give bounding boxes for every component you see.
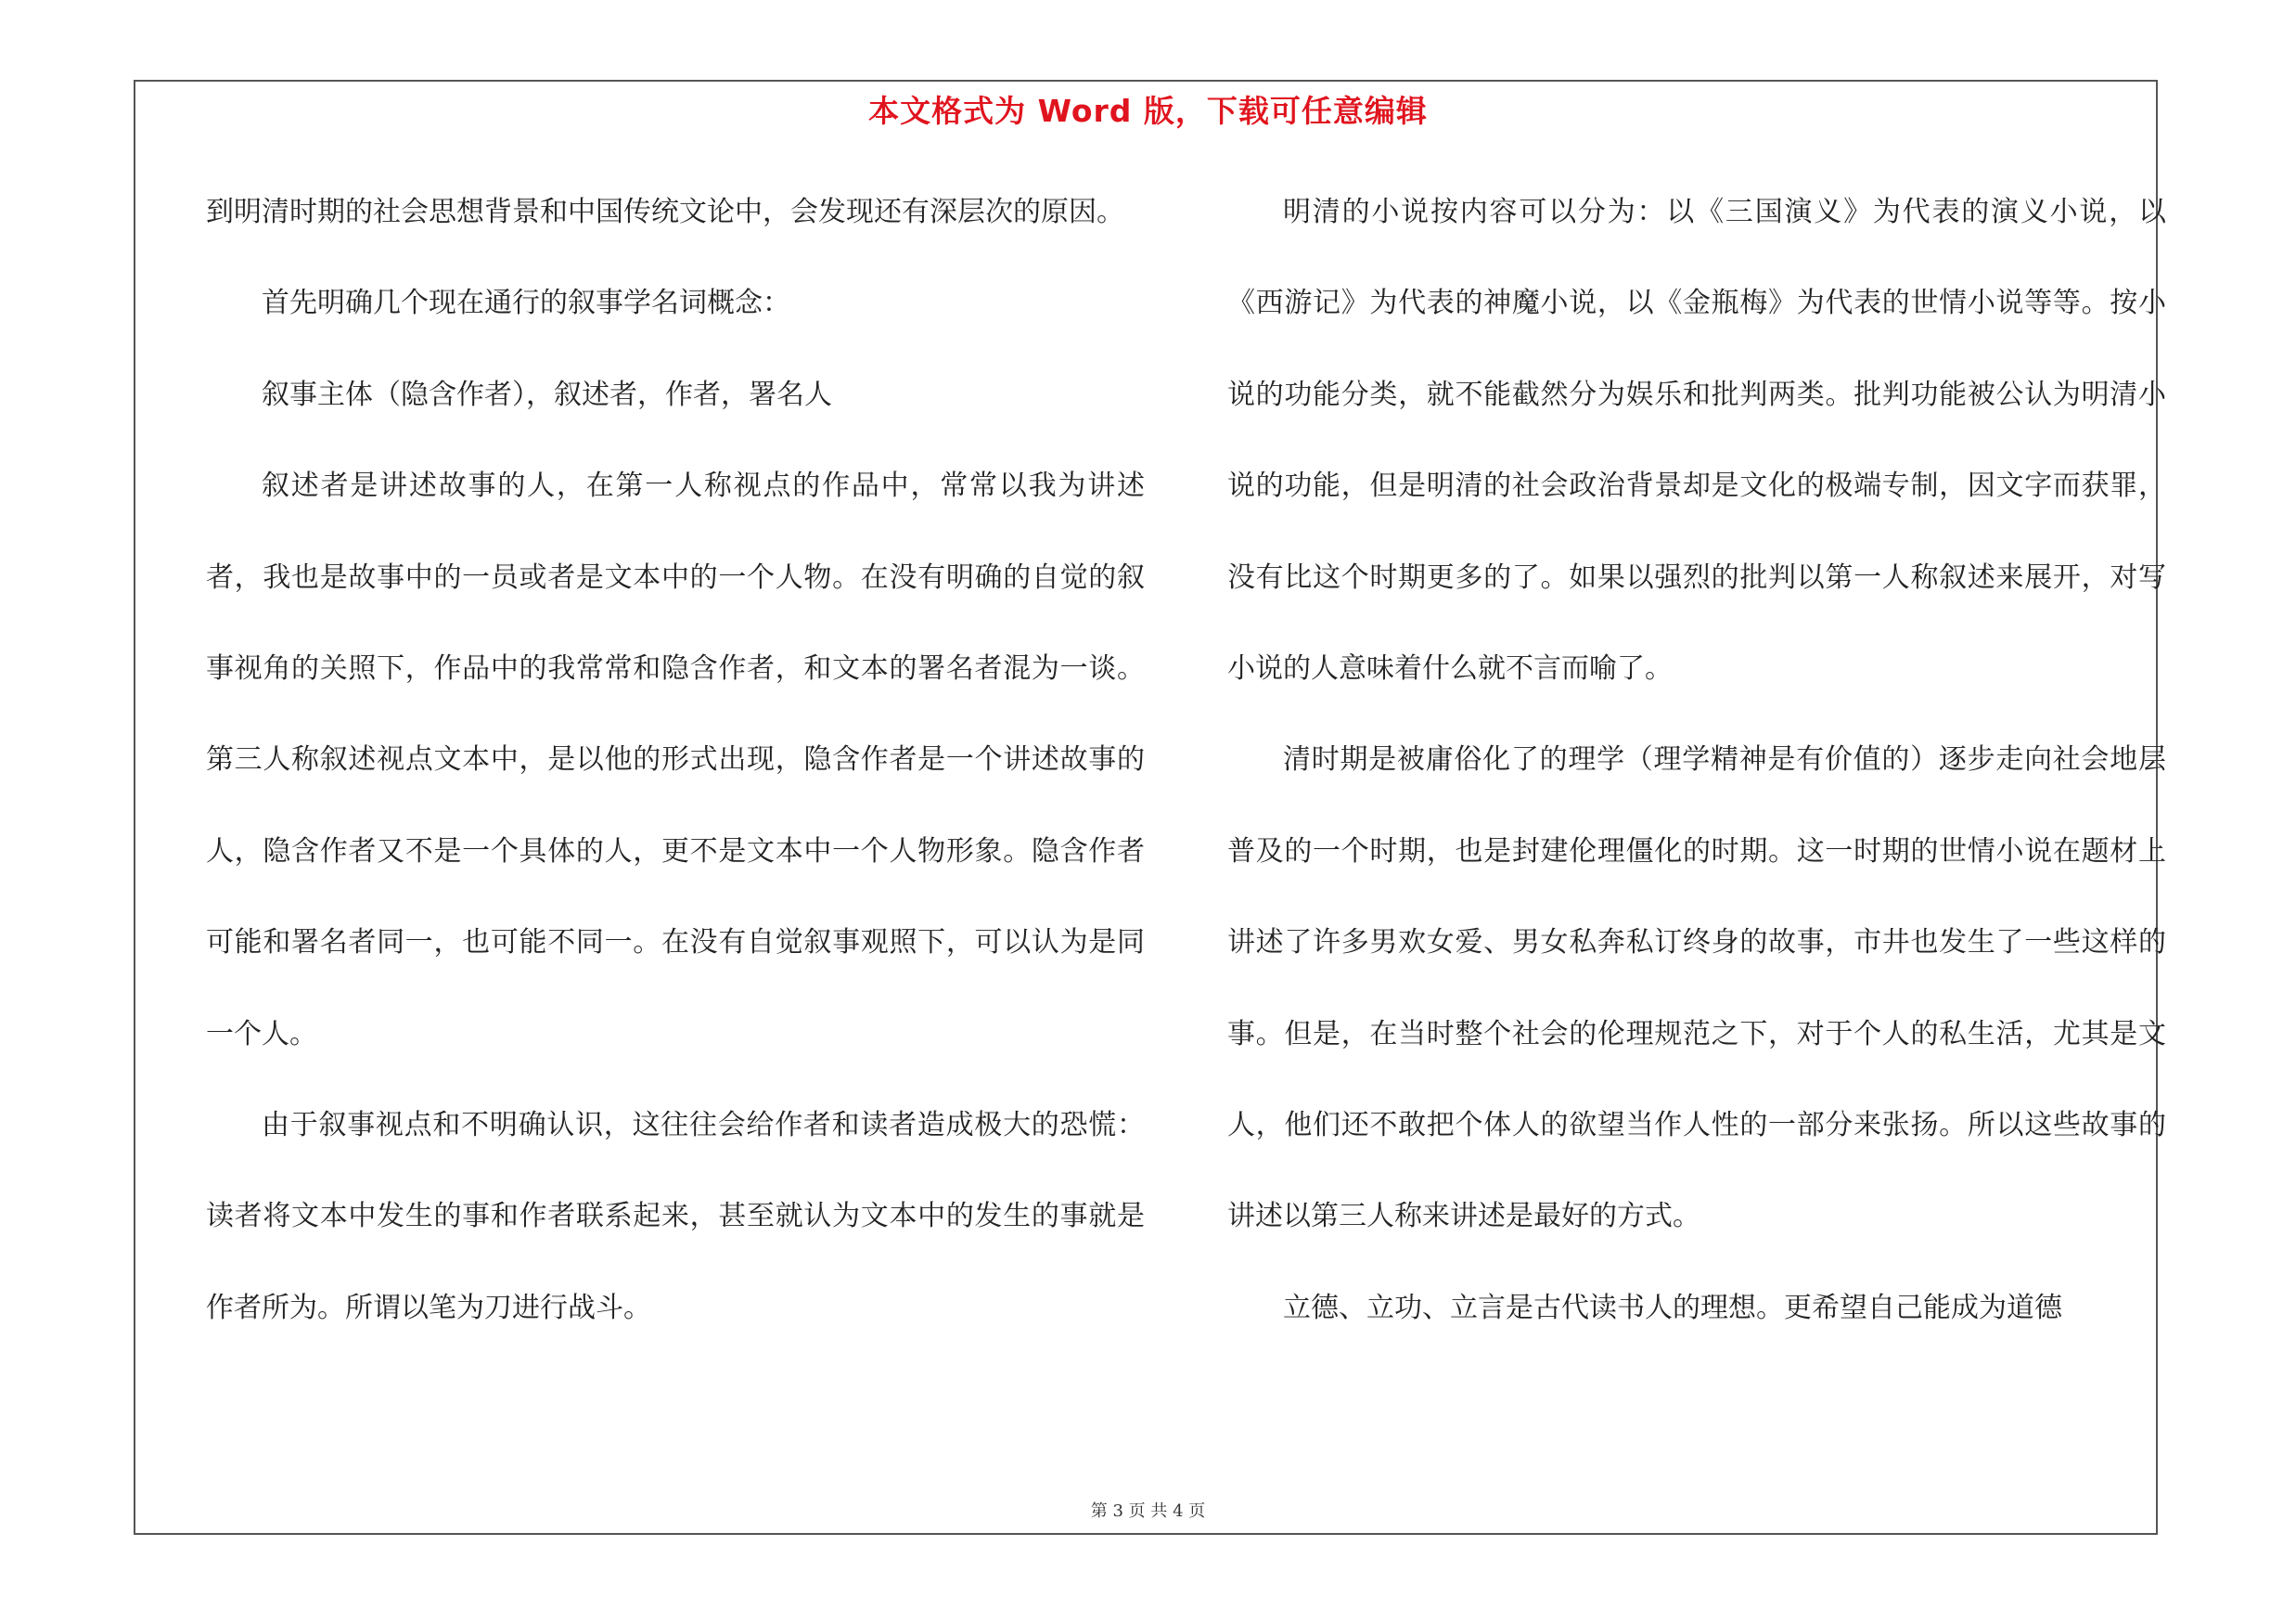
paragraph: 由于叙事视点和不明确认识，这往往会给作者和读者造成极大的恐慌：读者将文本中发生的事和作者联系起来，甚至就认为文本中的发生的事就是作者所为。所谓以笔为刀进行战斗。 xyxy=(206,1109,1145,1324)
paragraph: 首先明确几个现在通行的叙事学名词概念： xyxy=(262,287,790,320)
paragraph: 清时期是被庸俗化了的理学（理学精神是有价值的）逐步走向社会地层普及的一个时期，也是封建伦理僵化的时期。这一时期的世情小说在题材上讲述了许多男欢女爱、男女私奔私订终身的故事，市井也发生了一些这样的事。但是，在当时整个社会的伦理规范之下，对于个人的私生活，尤其是文人，他们还不敢把个体人的欲望当作人性的一部分来张扬。所以这些故事的讲述以第三人称来讲述是最好的方式。 xyxy=(1227,743,2166,1233)
page-number: 第 3 页 共 4 页 xyxy=(1090,1501,1206,1521)
paragraph: 叙事主体（隐含作者），叙述者，作者，署名人 xyxy=(262,378,832,411)
paragraph: 立德、立功、立言是古代读书人的理想。更希望自己能成为道德 xyxy=(1283,1291,2062,1324)
left-column xyxy=(206,167,1145,1354)
right-column xyxy=(1227,167,2166,1354)
paragraph: 到明清时期的社会思想背景和中国传统文论中，会发现还有深层次的原因。 xyxy=(206,196,1124,228)
paragraph: 叙述者是讲述故事的人，在第一人称视点的作品中，常常以我为讲述者，我也是故事中的一员或者是文本中的一个人物。在没有明确的自觉的叙事视角的关照下，作品中的我常常和隐含作者，和文本的署名者混为一谈。第三人称叙述视点文本中，是以他的形式出现，隐含作者是一个讲述故事的人，隐含作者又不是一个具体的人，更不是文本中一个人物形象。隐含作者可能和署名者同一，也可能不同一。在没有自觉叙事观照下，可以认为是同一个人。 xyxy=(206,470,1145,1050)
paragraph: 明清的小说按内容可以分为：以《三国演义》为代表的演义小说，以《西游记》为代表的神魔小说，以《金瓶梅》为代表的世情小说等等。按小说的功能分类，就不能截然分为娱乐和批判两类。批判功能被公认为明清小说的功能，但是明清的社会政治背景却是文化的极端专制，因文字而获罪，没有比这个时期更多的了。如果以强烈的批判以第一人称叙述来展开，对写小说的人意味着什么就不言而喻了。 xyxy=(1227,196,2166,686)
format-banner: 本文格式为 Word 版，下载可任意编辑 xyxy=(868,93,1428,129)
